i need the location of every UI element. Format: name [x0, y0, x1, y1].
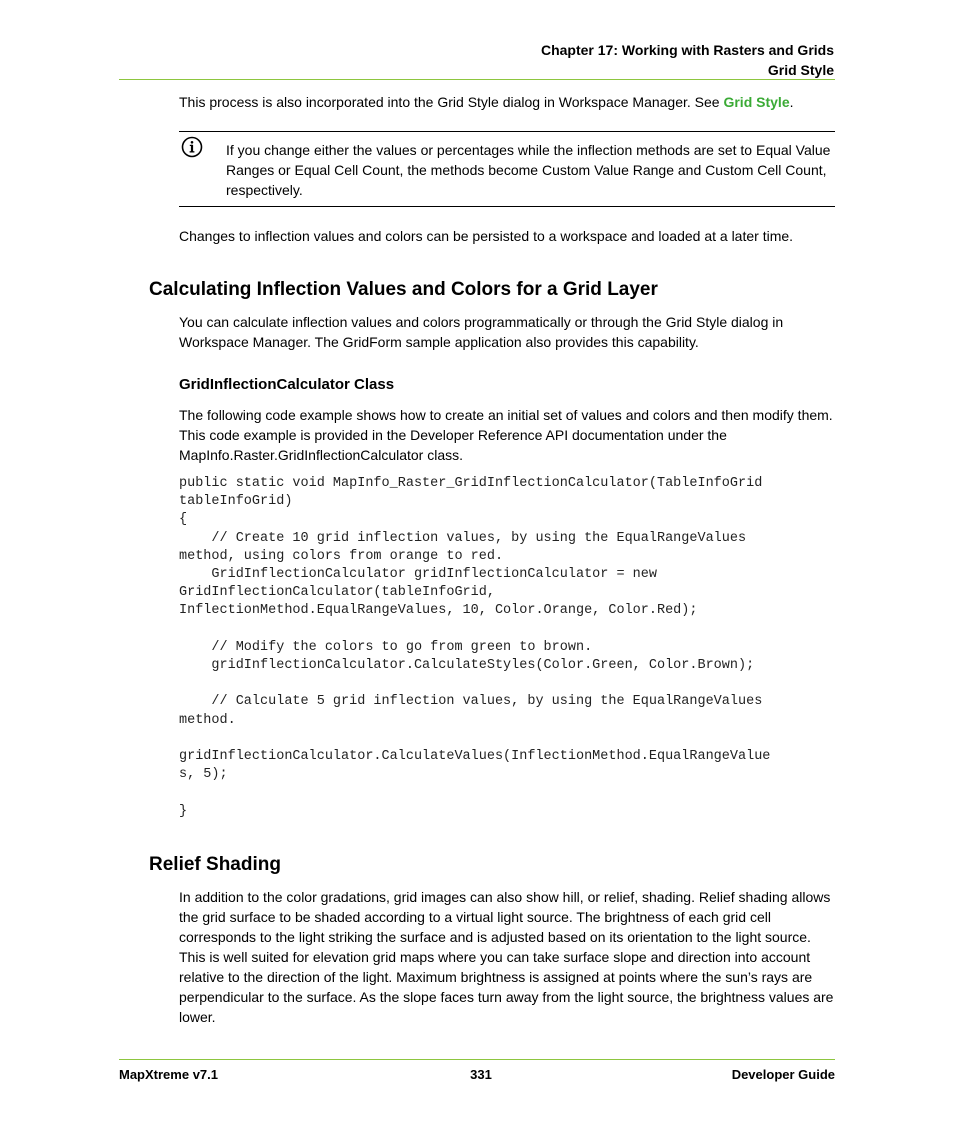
intro-text: This process is also incorporated into the Grid Style dialog in Workspace Manager. See: [179, 94, 724, 110]
section-inflection-paragraph: You can calculate inflection values and colors programmatically or through the Grid Style dialog in Workspace Manager. The GridForm sample application also provides this capability.: [179, 314, 784, 350]
header-chapter: Chapter 17: Working with Rasters and Grids: [540, 42, 834, 58]
code-example: public static void MapInfo_Raster_GridInflectionCalculator(TableInfoGrid tableInfoGrid) { // Create 10 grid inflection values, by using the EqualRangeValues method, using colors from orange to red. GridInflectionCalculator gridInflectionCalculator = new GridInflectionCalculator(tableInfoGrid, InflectionMethod.EqualRangeValues, 10, Color.Orange, Color.Red); // Modify the colors to go from green to brown. gridInflectionCalculator.CalculateStyles(Color.Green, Color.Brown); // Calculate 5 grid inflection values, by using the EqualRangeValues method. gridInflectionCalculator.CalculateValues(InflectionMethod.EqualRangeValue s, 5); }: [179, 476, 771, 819]
subsection-paragraph: The following code example shows how to create an initial set of values and colors and then modify them. This code example is provided in the Developer Reference API documentation under the MapInfo.Raster.GridInflectionCalculator class.: [179, 407, 833, 463]
grid-style-link[interactable]: Grid Style: [723, 94, 790, 110]
running-header: [541, 40, 834, 80]
header-rule: [119, 79, 835, 80]
header-section: Grid Style: [767, 62, 834, 78]
section-heading-relief: Relief Shading: [149, 854, 281, 875]
footer-product: MapXtreme v7.1: [119, 1067, 218, 1082]
persist-paragraph: Changes to inflection values and colors can be persisted to a workspace and loaded at a later time.: [179, 228, 794, 244]
relief-paragraph: In addition to the color gradations, grid images can also show hill, or relief, shading. Relief shading allows the grid surface to be shaded according to a virtual light source. The brightness of each grid cell corresponds to the light striking the surface and is adjusted based on its orientation to the light source. This is well suited for elevation grid maps where you can take surface slope and direction into account relative to the direction of the light. Maximum brightness is assigned at points where the sun’s rays are perpendicular to the surface. As the slope faces turn away from the light source, the brightness values are lower.: [179, 889, 834, 1025]
subsection-heading: GridInflectionCalculator Class: [179, 376, 395, 393]
info-icon: [181, 136, 203, 158]
footer-rule: [119, 1059, 835, 1060]
section-heading-inflection: Calculating Inflection Values and Colors for a Grid Layer: [149, 279, 658, 300]
note-box: [179, 131, 835, 207]
page-number: 331: [470, 1067, 492, 1082]
note-text: If you change either the values or percentages while the inflection methods are set to Equal Value Ranges or Equal Cell Count, the methods become Custom Value Range and Custom Cell Count, respectively.: [226, 142, 831, 198]
intro-paragraph: [179, 92, 835, 112]
intro-period: .: [789, 94, 794, 110]
footer-guide: Developer Guide: [731, 1067, 835, 1082]
